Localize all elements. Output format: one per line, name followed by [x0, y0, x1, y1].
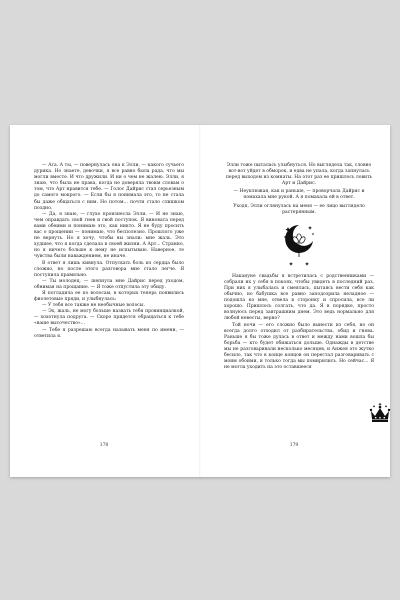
paragraph: — Тебе я разрешаю всегда называть меня по имени, — ответила я. [34, 327, 184, 339]
crescent-moon-flower-icon [224, 221, 374, 267]
paragraph: В ответ я лишь кивнула. Отпускать боль из сердца было сложно, но после этого разговора мне стало легче. Я поступила правильно. [34, 260, 184, 278]
left-page [34, 163, 184, 340]
right-page [224, 163, 374, 371]
page-gutter [199, 125, 201, 477]
paragraph: — У тебя все также не необычные волосы. [42, 303, 145, 309]
paragraph: Накануне свадьбы я встретилась с родственниками — собрали их у себя в покоях, чтобы увидеть в последний раз. При них я улыбалась и смеялась, пытаясь вести себя как обычно, но бабушка все равно заподозрила неладное — подошла ко мне, отвела в сторонку и спросила, все ли хорошо. Пришлось солгать, что да. Я в порядке, просто волнуюсь перед завтрашним днем. Это ведь нормально для любой невесты, верно? [224, 273, 374, 322]
paragraph: — Ага. А ты, — повернулась она к Элли, — какого сучьего дурика. Но знаете, девочки, я все равно была рада, что мы могли вместе. И что дружили. И ни о чем не жалею. Элли, я знаю, что была не права, когда не доверяла твоим словам о том, что Арт нравится тебе. — Голос Дайрис стал серьезным до самого мокрого. — Если бы я понимала это, то не стала бы даже общаться с ним. Но потом... почти стало слишком поздно. [34, 163, 184, 211]
paragraph: — Неуклюжая, как и раньше, — проворчала Дайрис и помахала мне рукой. А я помахала ей в ответ. [233, 189, 365, 201]
paragraph: — Да, я знаю, — глухо произнесла Элли. — И не знаю, чем оправдать свой гнев и свой поступок. Я виновата перед вами обеими и понимаю это, как никто. Я не буду просить вас о прощении — понимаю, что бесполезно. Прошлого уже не вернуть. Но я хочу, чтобы вы знали: мне жаль. Это худшее, что я когда сделала в своей жизни. А Арт... Странно, но я ничего больше к нему не испытываю. Наверное, те чувства были наваждением, не иначе. [34, 211, 184, 260]
crown-icon [369, 402, 391, 424]
paragraph: Уходя, Элли оглянулась на меня — ее лицо выглядело растерянным. [233, 203, 365, 215]
paragraph: — Ты молодец, — шепнула мне Дайрис перед уходом, обнимая на прощание. — Я тоже отпустила эту обиду. [34, 278, 184, 290]
page-number-left: 178 [99, 443, 109, 448]
page-number-right: 179 [289, 443, 299, 448]
paragraph: Той ночи — его сложно было вынести из себя, но он всегда долго отходил от разбирательства, обид и гнева. Раньше я бы тоже дулась в ответ и между нами вошла бы борьба — кто будет обижаться дольше. Однажды в детстве мы не разговаривали несколько месяцев, и Анжея это жутко бесило, так что в конце концов он перестал разговаривать с моим обоими, и только тогда мы помирились. Но сейчас... Я не могла уходить на это оставшееся [224, 322, 374, 371]
paragraph: Элли тоже пыталась улыбнуться. Но выглядела так, словно вот-вот уйдет в обморок, и едва не упала, когда запнулась перед выходом из комнаты. На этот раз ее пришлось ловить Арт и Дайрис. [225, 163, 373, 187]
paragraph: — Эх, жаль, не могу больше назвать тебя провинциалкой, — хохотнула подруга. — Скоро придется обращаться к тебе «ваше высочество»... [34, 309, 184, 327]
book-spread [10, 125, 390, 477]
paragraph: Я погладила ее по волосам, в которых теперь появились фиолетовые пряди, и улыбнулась: [34, 290, 184, 303]
